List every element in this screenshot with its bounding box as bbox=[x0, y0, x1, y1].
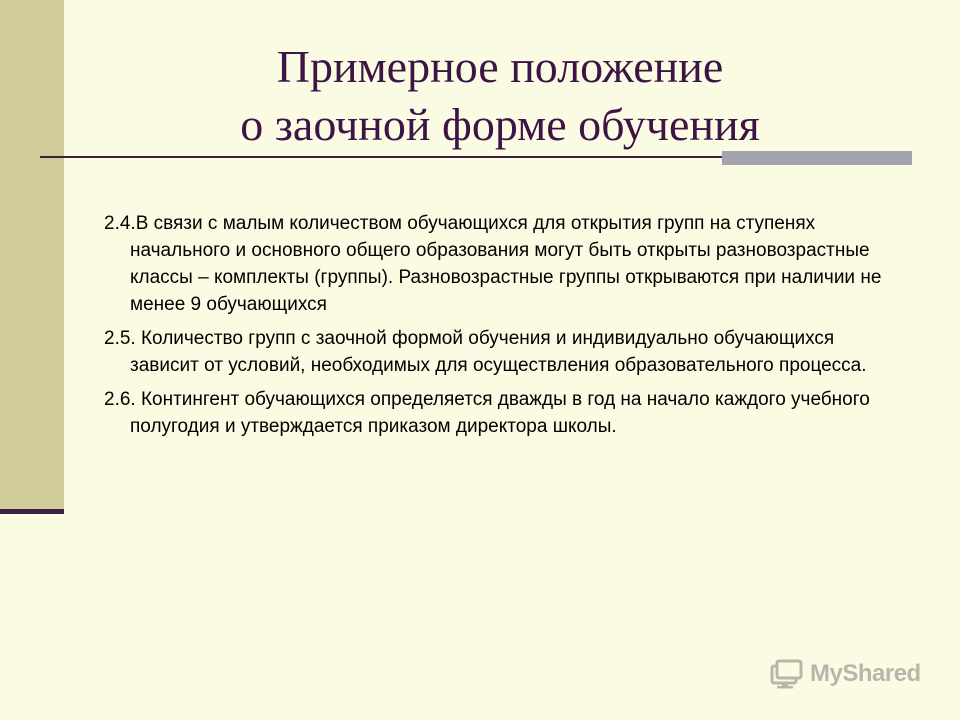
slide-title-line-1: Примерное положение bbox=[276, 41, 724, 92]
paragraph-2-6: 2.6. Контингент обучающихся определяется дважды в год на начало каждого учебного полугодия и утверждается приказом директора школы. bbox=[104, 389, 870, 437]
slide-title bbox=[130, 38, 870, 154]
myshared-watermark bbox=[768, 658, 921, 690]
paragraph-2-5: 2.5. Количество групп с заочной формой обучения и индивидуально обучающихся зависит от условий, необходимых для осуществления образовательного процесса. bbox=[104, 328, 867, 376]
myshared-logo-icon bbox=[768, 659, 804, 689]
paragraph-2-4: 2.4.В связи с малым количеством обучающихся для открытия групп на ступенях начального и основного общего образования могут быть открыты разновозрастные классы – комплекты (группы). Разновозрастные группы открываются при наличии не менее 9 обучающихся bbox=[104, 213, 882, 315]
left-decor-accent bbox=[0, 509, 64, 514]
watermark-text: MyShared bbox=[810, 660, 921, 687]
title-divider-accent bbox=[722, 151, 912, 165]
slide-title-line-2: о заочной форме обучения bbox=[240, 99, 760, 150]
left-decor-bar bbox=[0, 0, 64, 512]
slide-body bbox=[104, 210, 894, 447]
